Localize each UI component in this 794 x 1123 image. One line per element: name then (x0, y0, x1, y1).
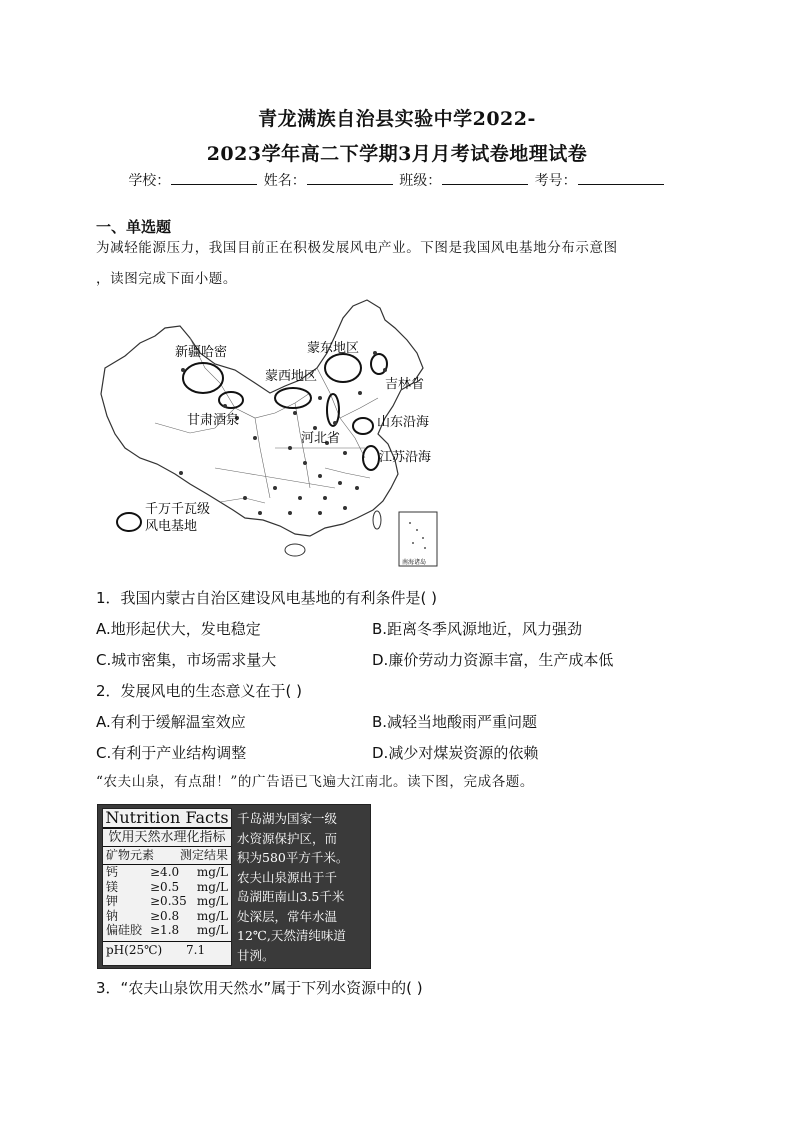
label-shandong: 山东沿海 (377, 415, 430, 430)
desc-line: 处深层，常年水温 (237, 908, 338, 924)
element-name: 钙 (106, 865, 119, 879)
element-name: 镁 (106, 879, 119, 894)
intro-paragraph-1 (96, 233, 696, 295)
exam-no-label: 考号： (534, 173, 577, 189)
element-unit: mg/L (196, 923, 228, 937)
school-label: 学校： (128, 173, 171, 189)
china-outline (101, 300, 423, 536)
legend-ellipse-icon (117, 513, 141, 531)
nutrition-row (103, 865, 231, 880)
nutrition-row (103, 923, 231, 938)
q2-option-a[interactable]: A.有利于缓解温室效应 (96, 713, 246, 731)
nutrition-header-row (103, 847, 231, 865)
label-hebei: 河北省 (301, 431, 341, 446)
nutrition-ph-row (103, 941, 231, 959)
nutrition-facts-figure (97, 804, 371, 969)
element-value: ≥0.35 (150, 894, 187, 908)
question-3-stem: 3．“农夫山泉饮用天然水”属于下列水资源中的( ) (96, 979, 423, 997)
nutrition-row (103, 909, 231, 924)
q1-option-c[interactable]: C.城市密集，市场需求量大 (96, 651, 277, 669)
q1-option-a[interactable]: A.地形起伏大，发电稳定 (96, 620, 261, 638)
desc-line: 积为580平方千米。 (237, 850, 349, 865)
class-label: 班级： (399, 173, 442, 189)
question-2-stem: 2．发展风电的生态意义在于( ) (96, 682, 303, 700)
element-unit: mg/L (196, 894, 228, 908)
label-jilin: 吉林省 (385, 377, 425, 392)
nutrition-row (103, 880, 231, 895)
label-jiangsu: 江苏沿海 (379, 450, 432, 465)
element-unit: mg/L (196, 879, 228, 894)
q1-option-d[interactable]: D.廉价劳动力资源丰富，生产成本低 (372, 651, 614, 669)
ph-label: pH(25℃) (106, 942, 163, 957)
label-mengdong: 蒙东地区 (307, 341, 360, 356)
element-value: ≥4.0 (150, 865, 180, 879)
name-label: 姓名： (263, 173, 306, 189)
question-1-stem: 1．我国内蒙古自治区建设风电基地的有利条件是( ) (96, 589, 438, 607)
intro-paragraph-2: “农夫山泉，有点甜！”的广告语已飞遍大江南北。读下图，完成各题。 (96, 774, 535, 790)
section-title: 一、单选题 (96, 218, 172, 236)
intro-line-1: 为减轻能源压力，我国目前正在积极发展风电产业。下图是我国风电基地分布示意图 (96, 240, 618, 256)
nutrition-description (237, 809, 365, 965)
nutrition-title: Nutrition Facts (103, 809, 231, 829)
exam-no-blank (578, 172, 664, 185)
intro-line-2: ，读图完成下面小题。 (96, 271, 237, 287)
element-unit: mg/L (196, 908, 228, 923)
label-mengxi: 蒙西地区 (265, 369, 318, 384)
nutrition-subtitle: 饮用天然水理化指标 (103, 829, 231, 847)
inset-label: 南海诸岛 (402, 559, 427, 566)
q1-option-b[interactable]: B.距离冬季风源地近，风力强劲 (372, 620, 583, 638)
nutrition-header-right: 测定结果 (179, 848, 228, 862)
desc-line: 甘洌。 (237, 947, 275, 963)
student-info-row (0, 170, 794, 190)
wind-power-base-map (95, 298, 445, 580)
paper-title-line2: 2023学年高二下学期3月月考试卷地理试卷 (206, 143, 588, 165)
south-china-sea-inset (399, 512, 437, 566)
q2-option-b[interactable]: B.减轻当地酸雨严重问题 (372, 713, 538, 731)
legend-text-line2: 风电基地 (145, 519, 198, 534)
school-blank (171, 172, 257, 185)
element-name: 钾 (106, 894, 119, 908)
element-name: 钠 (106, 908, 119, 923)
name-blank (307, 172, 393, 185)
hainan-island (285, 544, 305, 556)
label-gansu: 甘肃酒泉 (187, 413, 240, 428)
desc-line: 农夫山泉源出于千 (237, 869, 338, 885)
taiwan-island (373, 511, 381, 529)
nutrition-row (103, 894, 231, 909)
ph-value: 7.1 (186, 942, 206, 957)
paper-title-line1: 青龙满族自治县实验中学2022- (258, 108, 536, 130)
q2-option-c[interactable]: C.有利于产业结构调整 (96, 744, 247, 762)
nutrition-header-left: 矿物元素 (106, 848, 155, 862)
china-map-svg (95, 298, 445, 580)
class-blank (442, 172, 528, 185)
element-unit: mg/L (196, 865, 228, 879)
legend-text-line1: 千万千瓦级 (145, 502, 211, 517)
nutrition-table (102, 808, 232, 966)
element-value: ≥1.8 (150, 923, 180, 937)
desc-line: 12℃,天然清纯味道 (237, 928, 346, 943)
q2-option-d[interactable]: D.减少对煤炭资源的依赖 (372, 744, 539, 762)
element-name: 偏硅胶 (106, 923, 143, 937)
label-xinjiang: 新疆哈密 (175, 345, 228, 360)
desc-line: 水资源保护区，而 (237, 830, 338, 846)
element-value: ≥0.5 (150, 879, 180, 894)
element-value: ≥0.8 (150, 908, 180, 923)
desc-line: 千岛湖为国家一级 (237, 811, 338, 826)
desc-line: 岛湖距南山3.5千米 (237, 889, 345, 904)
